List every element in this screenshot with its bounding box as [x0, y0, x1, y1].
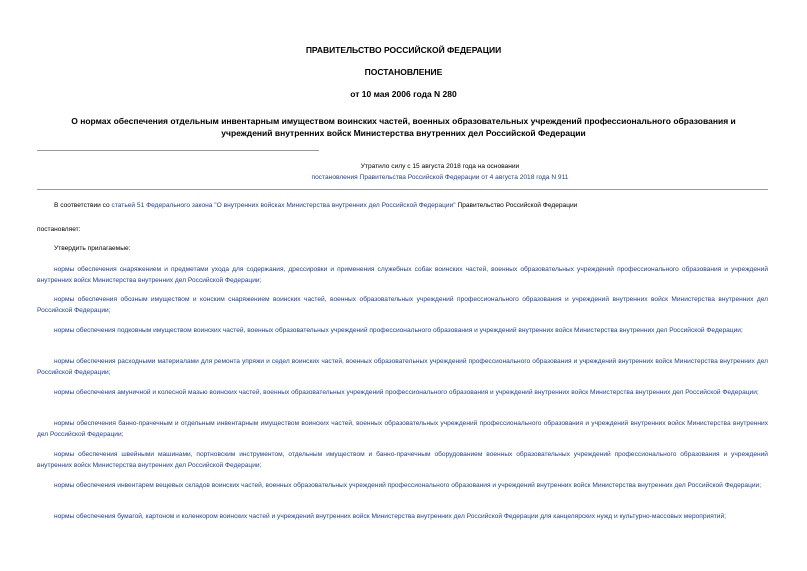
document-title-line-2: учреждений внутренних войск Министерства внутренних дел Российской Федерации — [221, 128, 586, 138]
preamble-prefix: В соответствии со — [54, 202, 112, 209]
preamble-suffix: Правительство Российской Федерации — [455, 202, 578, 209]
norms-link-6[interactable]: нормы обеспечения банно-прачечным и отдельным инвентарным имуществом воинских частей, военных образовательных учреждений профессионального образования и учреждений внутренних войск Министерства внутренних дел Российской Федерации; — [37, 420, 768, 438]
document-type: ПОСТАНОВЛЕНИЕ — [364, 67, 443, 77]
divider-short — [37, 150, 319, 151]
preamble-paragraph — [37, 200, 768, 211]
norms-link-8[interactable]: нормы обеспечения инвентарем вещевых складов воинских частей, военных образовательных учреждений профессионального образования и учреждений внутренних войск Министерства внутренних дел Российской Федерации; — [54, 482, 762, 489]
approve-text: Утвердить прилагаемые: — [54, 245, 131, 252]
divider-long — [37, 189, 768, 190]
decides-text: постановляет: — [37, 226, 81, 233]
federal-law-link[interactable]: статьей 51 Федерального закона "О внутренних войсках Министерства внутренних дел Российской Федерации" — [111, 202, 456, 209]
norms-link-2[interactable]: нормы обеспечения обозным имуществом и конским снаряжением воинских частей, военных образовательных учреждений профессионального образования и учреждений внутренних войск Министерства внутренних дел Российской Федерации; — [37, 296, 768, 314]
norms-link-3[interactable]: нормы обеспечения подковным имуществом воинских частей, военных образовательных учреждений профессионального образования и учреждений внутренних войск Министерства внутренних дел Российской Федерации; — [54, 327, 743, 334]
document-title — [30, 115, 777, 139]
norms-link-7[interactable]: нормы обеспечения швейными машинами, портновским инструментом, отдельным имуществом и банно-прачечным оборудованием военных образовательных учреждений профессионального образования и учреждений внутренних войск Министерства внутренних дел Российской Федерации; — [37, 451, 768, 469]
norms-link-5[interactable]: нормы обеспечения амуничной и колесной мазью воинских частей, военных образовательных учреждений профессионального образования и учреждений внутренних войск Министерства внутренних дел Российской Федерации; — [54, 389, 759, 396]
document-title-line-1: О нормах обеспечения отдельным инвентарным имуществом воинских частей, военных образовательных учреждений профессионального образования и — [71, 116, 736, 126]
norms-link-4[interactable]: нормы обеспечения расходными материалами для ремонта упряжи и седел воинских частей, военных образовательных учреждений профессионального образования и учреждений внутренних войск Министерства внутренних дел Российской Федерации; — [37, 358, 768, 376]
norms-link-1[interactable]: нормы обеспечения снаряжением и предметами ухода для содержания, дрессировки и применения служебных собак воинских частей, военных образовательных учреждений профессионального образования и учреждений внутренних войск Министерства внутренних дел Российской Федерации; — [37, 266, 768, 284]
status-note-text: Утратило силу с 15 августа 2018 года на основании — [360, 163, 520, 170]
repeal-link[interactable]: постановления Правительства Российской Федерации от 4 августа 2018 года N 911 — [311, 174, 569, 181]
norms-link-9[interactable]: нормы обеспечения бумагой, картоном и коленкором воинских частей и учреждений внутренних войск Министерства внутренних дел Российской Федерации для канцелярских нужд и культурно-массовых мероприятий; — [54, 513, 726, 520]
status-note — [240, 161, 640, 183]
government-header: ПРАВИТЕЛЬСТВО РОССИЙСКОЙ ФЕДЕРАЦИИ — [305, 45, 502, 55]
document-date-number: от 10 мая 2006 года N 280 — [350, 89, 457, 99]
